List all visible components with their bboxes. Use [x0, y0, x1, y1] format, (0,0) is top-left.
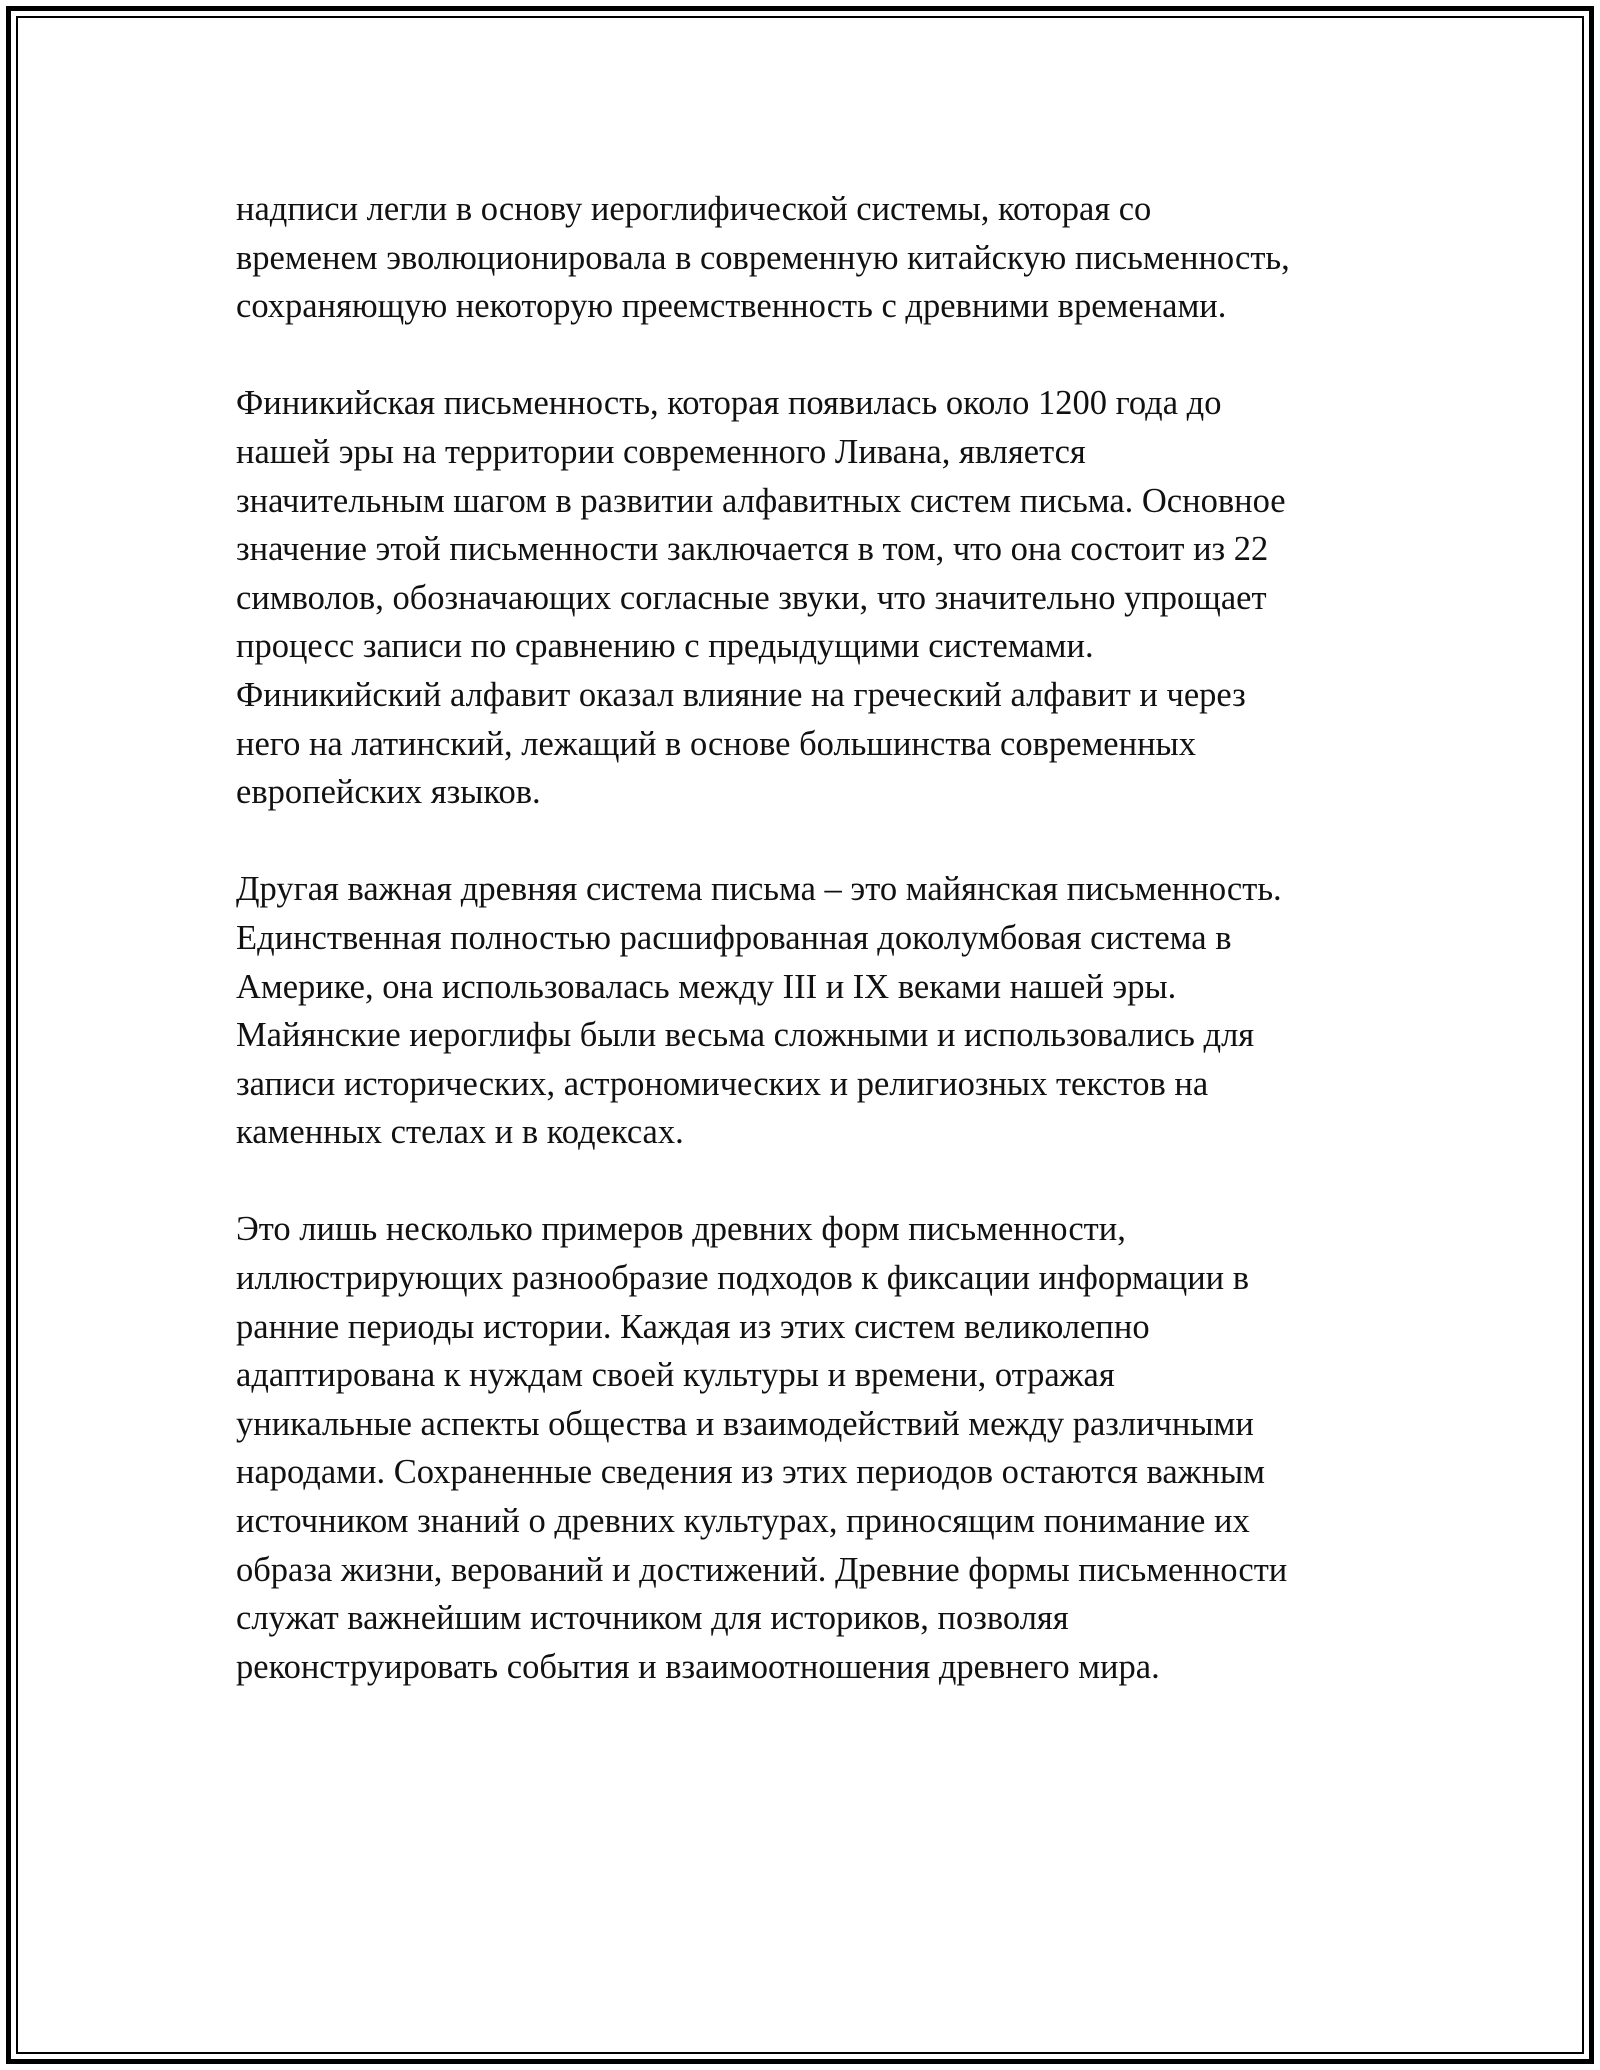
text-line: европейских языков.	[236, 773, 541, 812]
text-line: Америке, она использовалась между III и IX веками нашей эры.	[236, 967, 1177, 1006]
text-line: значительным шагом в развитии алфавитных систем письма. Основное	[236, 481, 1286, 520]
text-line: адаптирована к нуждам своей культуры и времени, отражая	[236, 1356, 1115, 1395]
text-line: процесс записи по сравнению с предыдущими системами.	[236, 627, 1094, 666]
text-line: каменных стелах и в кодексах.	[236, 1113, 684, 1152]
text-line: источником знаний о древних культурах, приносящим понимание их	[236, 1502, 1250, 1541]
text-line: образа жизни, верований и достижений. Древние формы письменности	[236, 1550, 1288, 1589]
text-line: уникальные аспекты общества и взаимодействий между различными	[236, 1404, 1254, 1443]
text-line: него на латинский, лежащий в основе большинства современных	[236, 724, 1196, 763]
text-line: надписи легли в основу иероглифической системы, которая со	[236, 190, 1152, 228]
text-line: символов, обозначающих согласные звуки, что значительно упрощает	[236, 578, 1267, 617]
text-line: Финикийская письменность, которая появилась около 1200 года до	[236, 384, 1222, 423]
paragraph-2	[236, 379, 1416, 816]
paragraph-4	[236, 1205, 1416, 1691]
text-line: Единственная полностью расшифрованная доколумбовая система в	[236, 918, 1232, 957]
text-line: Майянские иероглифы были весьма сложными и использовались для	[236, 1016, 1255, 1055]
document-body	[236, 185, 1416, 1740]
text-line: Это лишь несколько примеров древних форм письменности,	[236, 1210, 1126, 1249]
text-line: служат важнейшим источником для историков, позволяя	[236, 1599, 1069, 1638]
text-line: ранние периоды истории. Каждая из этих систем великолепно	[236, 1307, 1150, 1346]
text-line: временем эволюционировала в современную китайскую письменность,	[236, 238, 1290, 277]
paragraph-1	[236, 185, 1416, 331]
text-line: реконструировать события и взаимоотношения древнего мира.	[236, 1647, 1160, 1686]
text-line: иллюстрирующих разнообразие подходов к фиксации информации в	[236, 1259, 1250, 1298]
paragraph-3	[236, 865, 1416, 1157]
text-line: нашей эры на территории современного Ливана, является	[236, 432, 1086, 471]
text-line: Другая важная древняя система письма – это майянская письменность.	[236, 870, 1282, 909]
text-line: сохраняющую некоторую преемственность с древними временами.	[236, 287, 1227, 326]
text-line: записи исторических, астрономических и религиозных текстов на	[236, 1064, 1209, 1103]
text-line: значение этой письменности заключается в том, что она состоит из 22	[236, 530, 1269, 569]
text-line: народами. Сохраненные сведения из этих периодов остаются важным	[236, 1453, 1265, 1492]
text-line: Финикийский алфавит оказал влияние на греческий алфавит и через	[236, 675, 1246, 714]
